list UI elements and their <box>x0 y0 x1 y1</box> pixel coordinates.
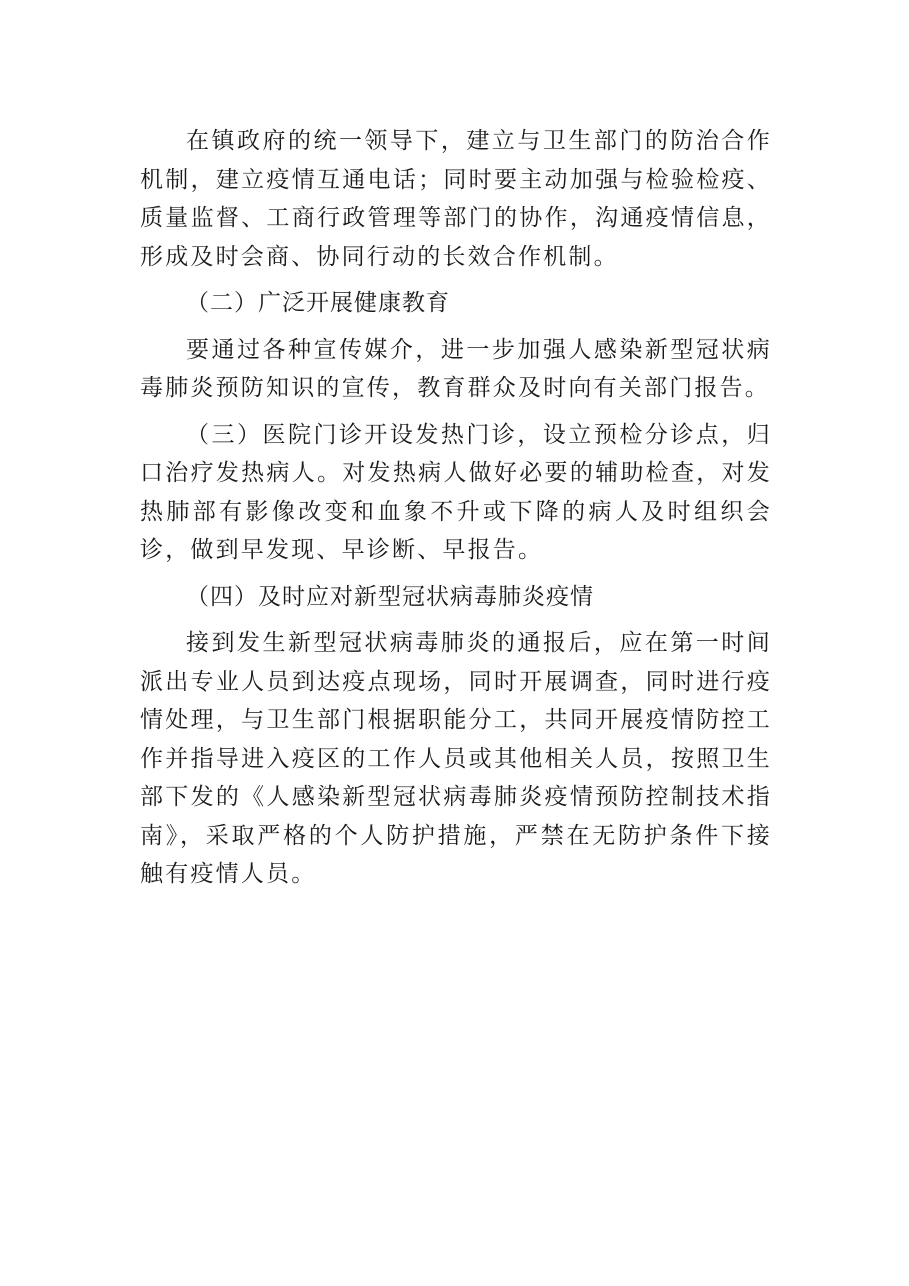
paragraph-publicity: 要通过各种宣传媒介，进一步加强人感染新型冠状病毒肺炎预防知识的宣传，教育群众及时向有关部门报告。 <box>140 336 772 401</box>
paragraph-cooperation-mechanism: 在镇政府的统一领导下，建立与卫生部门的防治合作机制，建立疫情互通电话；同时要主动加强与检验检疫、质量监督、工商行政管理等部门的协作，沟通疫情信息，形成及时会商、协同行动的长效合作机制。 <box>140 128 772 270</box>
paragraph-fever-clinic: （三）医院门诊开设发热门诊，设立预检分诊点，归口治疗发热病人。对发热病人做好必要的辅助检查，对发热肺部有影像改变和血象不升或下降的病人及时组织会诊，做到早发现、早诊断、早报告。 <box>140 421 772 563</box>
document-body <box>140 122 772 894</box>
section-heading-epidemic-response: （四）及时应对新型冠状病毒肺炎疫情 <box>186 583 594 610</box>
section-heading-health-education: （二）广泛开展健康教育 <box>186 290 450 316</box>
paragraph-epidemic-response: 接到发生新型冠状病毒肺炎的通报后，应在第一时间派出专业人员到达疫点现场，同时开展调查，同时进行疫情处理，与卫生部门根据职能分工，共同开展疫情防控工作并指导进入疫区的工作人员或其他相关人员，按照卫生部下发的《人感染新型冠状病毒肺炎疫情预防控制技术指南》，采取严格的个人防护措施，严禁在无防护条件下接触有疫情人员。 <box>140 630 772 887</box>
